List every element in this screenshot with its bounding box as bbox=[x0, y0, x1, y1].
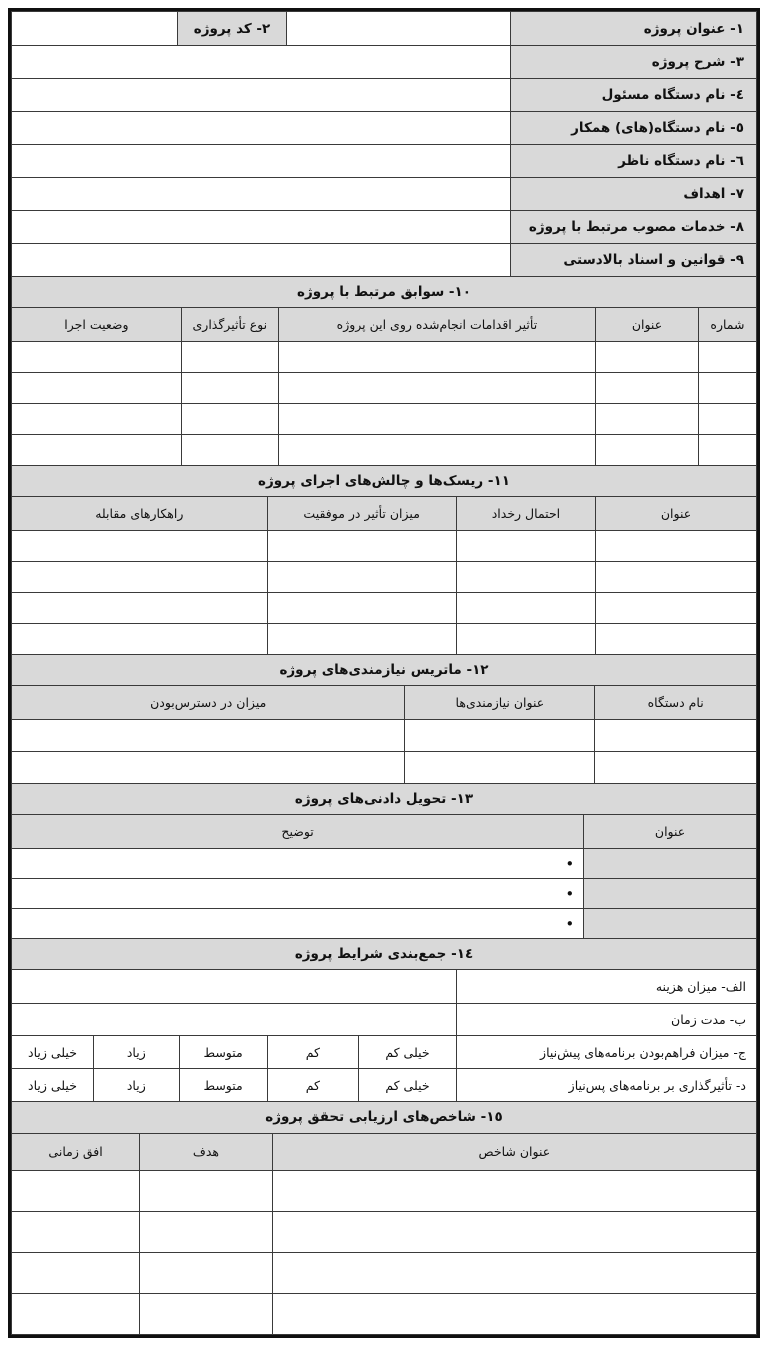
empty-cell bbox=[596, 562, 757, 593]
responsible-org-field bbox=[12, 79, 511, 112]
empty-cell bbox=[278, 435, 595, 466]
option-very-low: خیلی کم bbox=[359, 1069, 457, 1102]
form-frame bbox=[8, 8, 760, 1338]
deliverables-table bbox=[11, 783, 757, 939]
risks-section-title: ١١- ریسک‌ها و چالش‌های اجرای پروژه bbox=[12, 466, 757, 497]
option-high: زیاد bbox=[93, 1036, 179, 1069]
empty-cell bbox=[12, 752, 405, 784]
option-very-high: خیلی زیاد bbox=[12, 1069, 94, 1102]
project-info-table bbox=[11, 11, 757, 277]
option-low: کم bbox=[267, 1036, 359, 1069]
records-col-number: شماره bbox=[698, 308, 756, 342]
approved-services-label: ٨- خدمات مصوب مرتبط با پروژه bbox=[511, 211, 757, 244]
empty-cell bbox=[12, 435, 182, 466]
empty-cell bbox=[272, 1252, 756, 1293]
project-description-field bbox=[12, 46, 511, 79]
empty-cell bbox=[278, 342, 595, 373]
empty-cell bbox=[596, 593, 757, 624]
empty-cell bbox=[181, 435, 278, 466]
empty-cell bbox=[12, 624, 268, 655]
empty-cell bbox=[596, 624, 757, 655]
empty-cell bbox=[596, 373, 699, 404]
requirements-section-title: ١٢- ماتریس نیازمندی‌های پروژه bbox=[12, 655, 757, 686]
option-medium: متوسط bbox=[179, 1069, 267, 1102]
requirements-col-availability: میزان در دسترس‌بودن bbox=[12, 686, 405, 720]
empty-cell bbox=[181, 373, 278, 404]
risks-col-probability: احتمال رخداد bbox=[456, 497, 595, 531]
supervisor-org-field bbox=[12, 145, 511, 178]
partner-org-label: ٥- نام دستگاه(های) همکار bbox=[511, 112, 757, 145]
indicators-section-title: ١٥- شاخص‌های ارزیابی تحقق پروژه bbox=[12, 1102, 757, 1134]
empty-cell bbox=[278, 404, 595, 435]
summary-duration-field bbox=[12, 1004, 457, 1036]
empty-cell bbox=[181, 404, 278, 435]
empty-cell bbox=[12, 1170, 140, 1211]
requirements-col-title: عنوان نیازمندی‌ها bbox=[405, 686, 595, 720]
empty-cell bbox=[584, 879, 757, 909]
risks-table bbox=[11, 465, 757, 655]
summary-cost-label: الف- میزان هزینه bbox=[456, 970, 756, 1004]
empty-cell bbox=[596, 342, 699, 373]
goals-label: ٧- اهداف bbox=[511, 178, 757, 211]
project-title-field bbox=[286, 12, 510, 46]
goals-field bbox=[12, 178, 511, 211]
empty-cell bbox=[584, 909, 757, 939]
deliverable-row bbox=[12, 849, 584, 879]
empty-cell bbox=[272, 1211, 756, 1252]
indicators-col-target: هدف bbox=[140, 1133, 273, 1170]
records-section-title: ١٠- سوابق مرتبط با پروژه bbox=[12, 277, 757, 308]
records-col-title: عنوان bbox=[596, 308, 699, 342]
requirements-col-org: نام دستگاه bbox=[595, 686, 757, 720]
empty-cell bbox=[12, 1252, 140, 1293]
supervisor-org-label: ٦- نام دستگاه ناظر bbox=[511, 145, 757, 178]
empty-cell bbox=[12, 531, 268, 562]
records-table bbox=[11, 276, 757, 466]
empty-cell bbox=[456, 593, 595, 624]
deliverable-row bbox=[12, 879, 584, 909]
empty-cell bbox=[456, 562, 595, 593]
bullet-icon: • bbox=[565, 854, 575, 873]
indicators-col-title: عنوان شاخص bbox=[272, 1133, 756, 1170]
empty-cell bbox=[278, 373, 595, 404]
empty-cell bbox=[272, 1170, 756, 1211]
empty-cell bbox=[12, 373, 182, 404]
deliverable-row bbox=[12, 909, 584, 939]
approved-services-field bbox=[12, 211, 511, 244]
empty-cell bbox=[12, 342, 182, 373]
empty-cell bbox=[596, 435, 699, 466]
empty-cell bbox=[698, 435, 756, 466]
empty-cell bbox=[267, 624, 456, 655]
empty-cell bbox=[12, 404, 182, 435]
empty-cell bbox=[698, 404, 756, 435]
option-medium: متوسط bbox=[179, 1036, 267, 1069]
empty-cell bbox=[456, 624, 595, 655]
risks-col-impact: میزان تأثیر در موفقیت bbox=[267, 497, 456, 531]
empty-cell bbox=[12, 1293, 140, 1334]
project-description-label: ٣- شرح پروژه bbox=[511, 46, 757, 79]
empty-cell bbox=[595, 752, 757, 784]
empty-cell bbox=[698, 373, 756, 404]
empty-cell bbox=[140, 1293, 273, 1334]
project-title-label: ١- عنوان پروژه bbox=[511, 12, 757, 46]
bullet-icon: • bbox=[565, 884, 575, 903]
empty-cell bbox=[267, 531, 456, 562]
indicators-table bbox=[11, 1101, 757, 1335]
empty-cell bbox=[12, 720, 405, 752]
empty-cell bbox=[12, 562, 268, 593]
empty-cell bbox=[140, 1252, 273, 1293]
empty-cell bbox=[405, 752, 595, 784]
empty-cell bbox=[12, 593, 268, 624]
risks-col-title: عنوان bbox=[596, 497, 757, 531]
option-very-high: خیلی زیاد bbox=[12, 1036, 94, 1069]
summary-prerequisite-label: ج- میزان فراهم‌بودن برنامه‌های پیش‌نیاز bbox=[456, 1036, 756, 1069]
empty-cell bbox=[456, 531, 595, 562]
project-code-label: ٢- کد پروژه bbox=[178, 12, 287, 46]
deliverables-col-title: عنوان bbox=[584, 815, 757, 849]
option-high: زیاد bbox=[93, 1069, 179, 1102]
summary-section-title: ١٤- جمع‌بندی شرایط پروژه bbox=[12, 939, 757, 970]
upstream-docs-field bbox=[12, 244, 511, 277]
bullet-icon: • bbox=[565, 914, 575, 933]
deliverables-col-description: توضیح bbox=[12, 815, 584, 849]
empty-cell bbox=[584, 849, 757, 879]
empty-cell bbox=[12, 1211, 140, 1252]
requirements-table bbox=[11, 654, 757, 784]
summary-cost-field bbox=[12, 970, 457, 1004]
risks-col-mitigation: راهکارهای مقابله bbox=[12, 497, 268, 531]
summary-postrequisite-label: د- تأثیرگذاری بر برنامه‌های پس‌نیاز bbox=[456, 1069, 756, 1102]
summary-duration-label: ب- مدت زمان bbox=[456, 1004, 756, 1036]
summary-table bbox=[11, 938, 757, 1102]
responsible-org-label: ٤- نام دستگاه مسئول bbox=[511, 79, 757, 112]
empty-cell bbox=[596, 531, 757, 562]
records-col-impact-type: نوع تأثیرگذاری bbox=[181, 308, 278, 342]
empty-cell bbox=[267, 593, 456, 624]
option-low: کم bbox=[267, 1069, 359, 1102]
empty-cell bbox=[140, 1211, 273, 1252]
empty-cell bbox=[595, 720, 757, 752]
upstream-docs-label: ٩- قوانین و اسناد بالادستی bbox=[511, 244, 757, 277]
option-very-low: خیلی کم bbox=[359, 1036, 457, 1069]
empty-cell bbox=[405, 720, 595, 752]
project-code-field bbox=[12, 12, 178, 46]
empty-cell bbox=[267, 562, 456, 593]
records-col-status: وضعیت اجرا bbox=[12, 308, 182, 342]
empty-cell bbox=[140, 1170, 273, 1211]
empty-cell bbox=[181, 342, 278, 373]
empty-cell bbox=[272, 1293, 756, 1334]
empty-cell bbox=[698, 342, 756, 373]
empty-cell bbox=[596, 404, 699, 435]
records-col-impact: تأثیر اقدامات انجام‌شده روی این پروژه bbox=[278, 308, 595, 342]
indicators-col-horizon: افق زمانی bbox=[12, 1133, 140, 1170]
deliverables-section-title: ١٣- تحویل دادنی‌های پروژه bbox=[12, 784, 757, 815]
partner-org-field bbox=[12, 112, 511, 145]
